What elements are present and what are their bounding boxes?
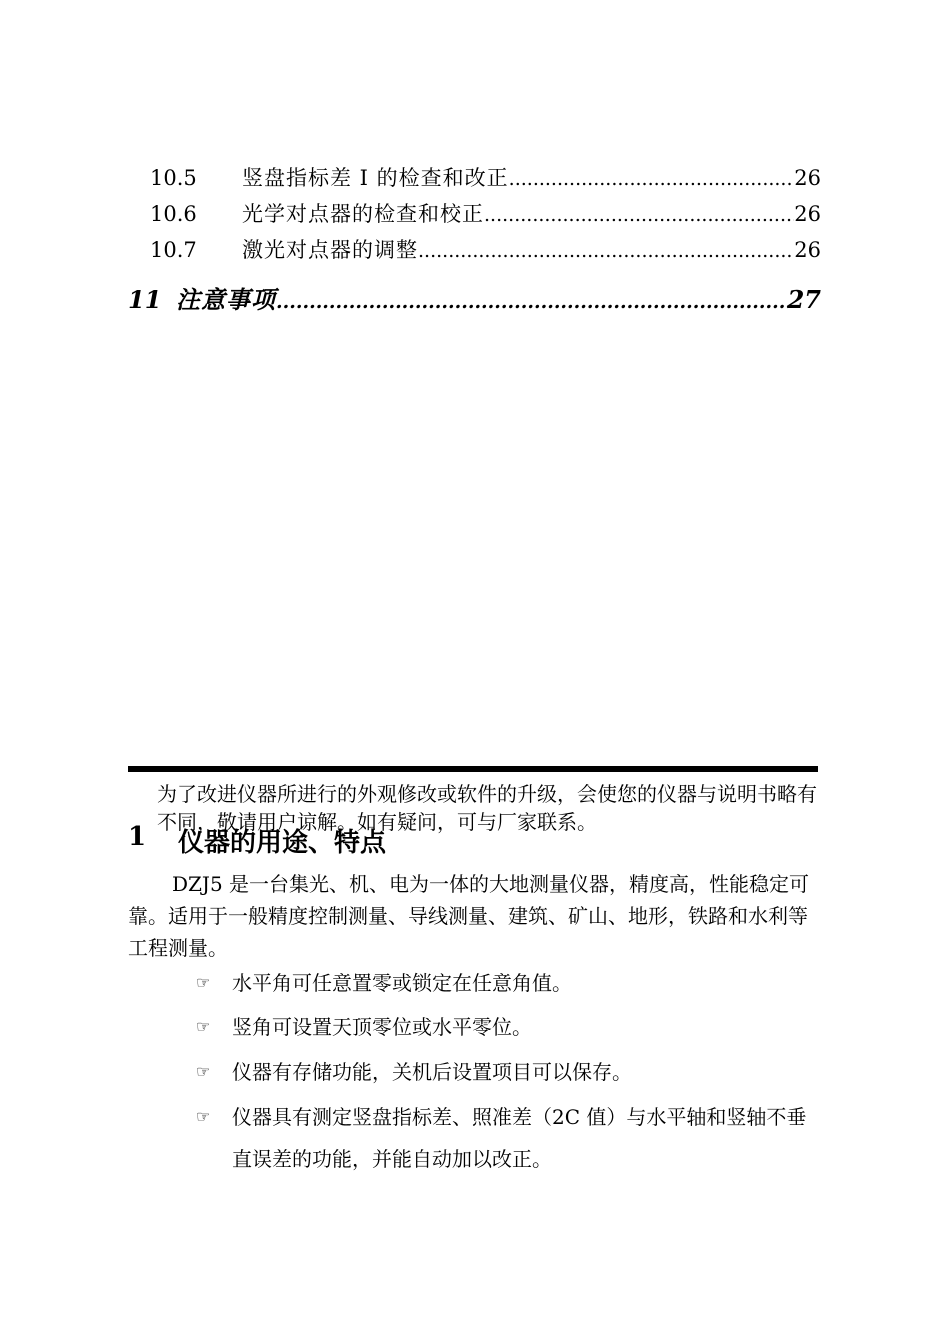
- toc-major-entry[interactable]: [128, 280, 821, 314]
- toc-entry-page: 26: [794, 202, 821, 226]
- feature-text: 竖角可设置天顶零位或水平零位。: [232, 1015, 532, 1039]
- divider-rule: [128, 766, 818, 772]
- feature-text: 仪器具有测定竖盘指标差、照准差（2C 值）与水平轴和竖轴不垂直误差的功能，并能自动加以改正。: [232, 1105, 807, 1171]
- pointing-hand-icon: ☞: [196, 1062, 211, 1081]
- notice-text: 为了改进仪器所进行的外观修改或软件的升级，会使您的仪器与说明书略有不同，敬请用户谅解。如有疑问，可与厂家联系。: [157, 782, 817, 834]
- section-heading: [128, 822, 386, 859]
- toc-dot-leader: [509, 168, 795, 190]
- toc-entry-title: 光学对点器的检查和校正: [242, 202, 484, 226]
- toc-dot-leader: [276, 291, 788, 313]
- toc-entry[interactable]: [150, 234, 821, 264]
- feature-list-item: [196, 962, 817, 1004]
- pointing-hand-icon: ☞: [196, 973, 211, 992]
- toc-dot-leader: [484, 204, 794, 226]
- section-number: 1: [128, 822, 147, 852]
- toc-entry[interactable]: [150, 198, 821, 228]
- toc-entry-title: 注意事项: [176, 285, 276, 314]
- feature-text: 仪器有存储功能，关机后设置项目可以保存。: [232, 1060, 632, 1084]
- toc-entry-title: 竖盘指标差 I 的检查和改正: [242, 166, 509, 190]
- section-title: 仪器的用途、特点: [178, 828, 387, 858]
- toc-entry-number: 10.7: [150, 238, 197, 262]
- pointing-hand-icon: ☞: [196, 1017, 211, 1036]
- toc-entry[interactable]: [150, 162, 821, 192]
- toc-entry-number: 11: [128, 285, 162, 314]
- intro-paragraph: DZJ5 是一台集光、机、电为一体的大地测量仪器，精度高，性能稳定可靠。适用于一般精度控制测量、导线测量、建筑、矿山、地形，铁路和水利等工程测量。: [128, 872, 810, 960]
- toc-entry-page: 27: [787, 285, 821, 314]
- toc-entry-number: 10.6: [150, 202, 197, 226]
- feature-text: 水平角可任意置零或锁定在任意角值。: [232, 971, 572, 995]
- toc-entry-page: 26: [794, 166, 821, 190]
- pointing-hand-icon: ☞: [196, 1107, 211, 1126]
- feature-list-item: [196, 1006, 817, 1048]
- feature-list-item: [196, 1096, 817, 1180]
- toc-dot-leader: [418, 240, 794, 262]
- toc-entry-page: 26: [794, 238, 821, 262]
- feature-list-item: [196, 1051, 817, 1093]
- toc-entry-number: 10.5: [150, 166, 197, 190]
- toc-entry-title: 激光对点器的调整: [242, 238, 418, 262]
